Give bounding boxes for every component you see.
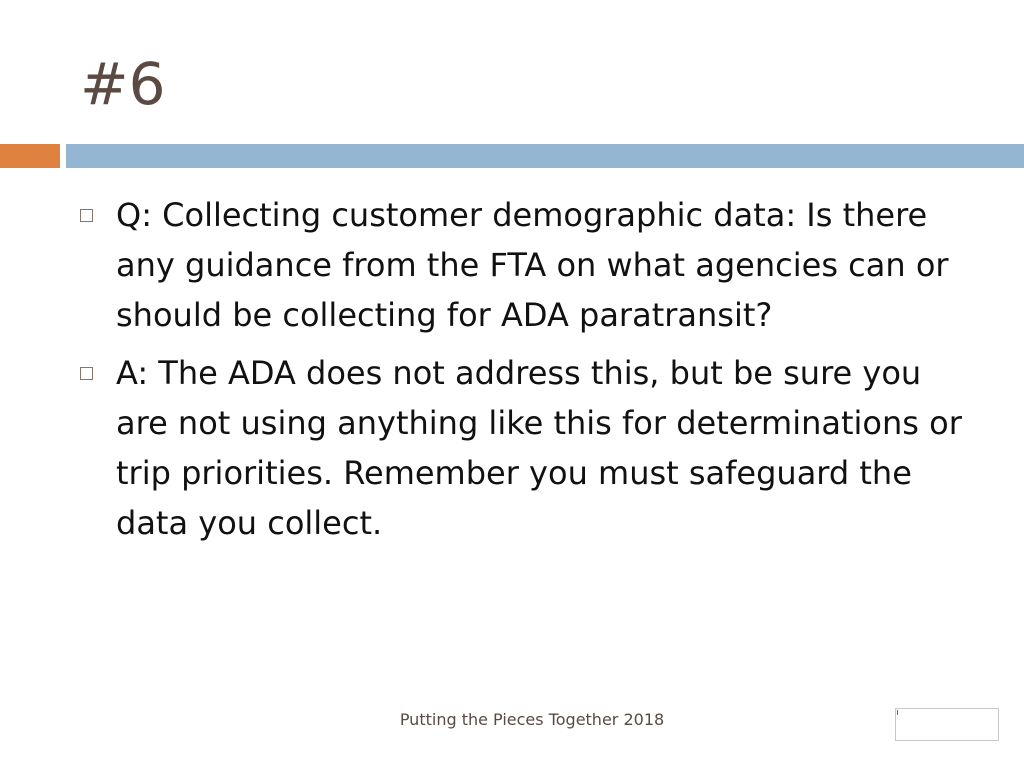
- square-bullet-icon: [80, 209, 93, 222]
- slide-content: [80, 190, 980, 556]
- bullet-answer-text: A: The ADA does not address this, but be sure you are not using anything like this for determinations or trip priorities. Remember you must safeguard the data you collect.: [116, 354, 962, 542]
- bullet-answer: [80, 348, 980, 548]
- slide-title: #6: [80, 50, 166, 118]
- slide-footer: Putting the Pieces Together 2018: [399, 710, 665, 729]
- accent-bar-orange: [0, 144, 60, 168]
- bullet-question: [80, 190, 980, 340]
- header-caption: [2, 0, 50, 3]
- accent-bar-blue: [66, 144, 1024, 168]
- slide-number-placeholder: [897, 710, 900, 715]
- slide-number-box: [895, 708, 999, 741]
- bullet-question-text: Q: Collecting customer demographic data: Is there any guidance from the FTA on what agencies can or should be collecting for ADA paratransit?: [116, 196, 949, 334]
- square-bullet-icon: [80, 367, 93, 380]
